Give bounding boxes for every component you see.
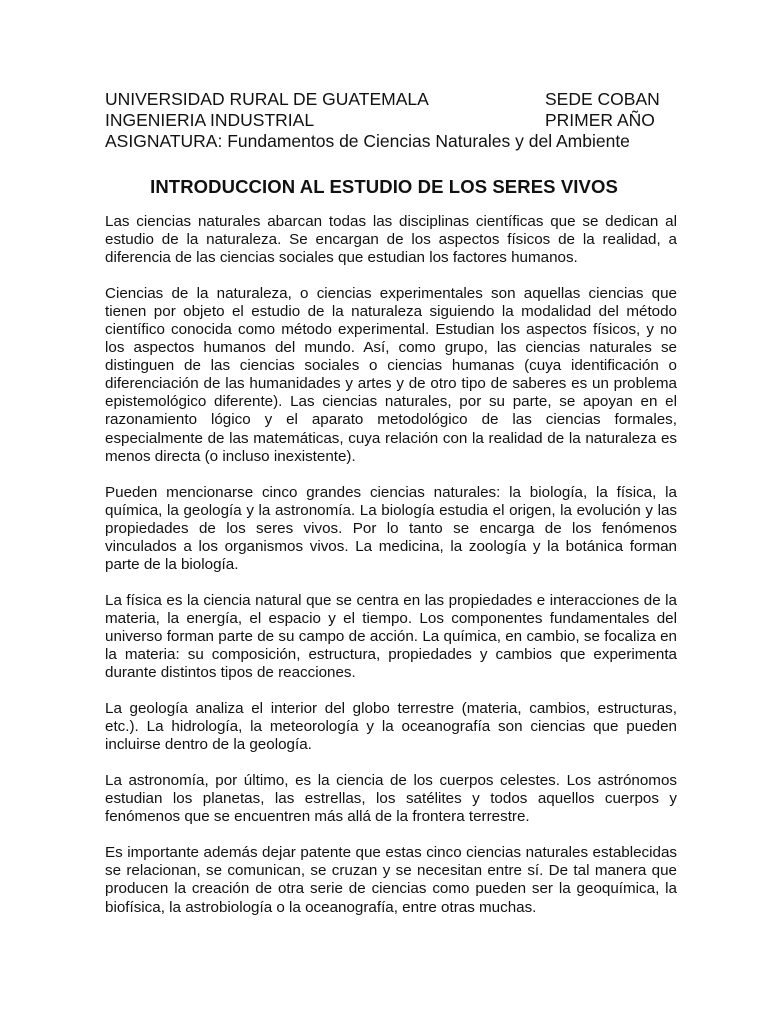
header-row-1 bbox=[105, 89, 665, 110]
university-name: UNIVERSIDAD RURAL DE GUATEMALA bbox=[105, 89, 429, 109]
paragraph-3: Pueden mencionarse cinco grandes ciencias naturales: la biología, la física, la química, la geología y la astronomía. La biología estudia el origen, la evolución y las propiedades de los seres vivos. Por lo tanto se encarga de los fenómenos vinculados a los organismos vivos. La medicina, la zoología y la botánica forman parte de la biología. bbox=[105, 483, 677, 573]
paragraph-2: Ciencias de la naturaleza, o ciencias experimentales son aquellas ciencias que tienen por objeto el estudio de la naturaleza siguiendo la modalidad del método científico conocida como método experimental. Estudian los aspectos físicos, y no los aspectos humanos del mundo. Así, como grupo, las ciencias naturales se distinguen de las ciencias sociales o ciencias humanas (cuya identificación o diferenciación de las humanidades y artes y de otro tipo de saberes es un problema epistemológico diferente). Las ciencias naturales, por su parte, se apoyan en el razonamiento lógico y el aparato metodológico de las ciencias formales, especialmente de las matemáticas, cuya relación con la realidad de la naturaleza es menos directa (o incluso inexistente). bbox=[105, 285, 677, 465]
subject-name: ASIGNATURA: Fundamentos de Ciencias Naturales y del Ambiente bbox=[105, 131, 630, 151]
paragraph-7: Es importante además dejar patente que estas cinco ciencias naturales establecidas se relacionan, se comunican, se cruzan y se necesitan entre sí. De tal manera que producen la creación de otra serie de ciencias como pueden ser la geoquímica, la biofísica, la astrobiología o la oceanografía, entre otras muchas. bbox=[105, 844, 677, 916]
paragraph-4: La física es la ciencia natural que se centra en las propiedades e interacciones de la materia, la energía, el espacio y el tiempo. Los componentes fundamentales del universo forman parte de su campo de acción. La química, en cambio, se focaliza en la materia: su composición, estructura, propiedades y cambios que experimenta durante distintos tipos de reacciones. bbox=[105, 591, 677, 682]
document-body bbox=[105, 213, 677, 935]
document-header bbox=[105, 89, 665, 152]
header-row-3 bbox=[105, 131, 665, 152]
paragraph-5: La geología analiza el interior del globo terrestre (materia, cambios, estructuras, etc.). La hidrología, la meteorología y la oceanografía son ciencias que pueden incluirse dentro de la geología. bbox=[105, 700, 677, 754]
header-row-2 bbox=[105, 110, 665, 131]
academic-year: PRIMER AÑO bbox=[545, 110, 655, 130]
document-title: INTRODUCCION AL ESTUDIO DE LOS SERES VIVOS bbox=[150, 176, 618, 197]
paragraph-6: La astronomía, por último, es la ciencia de los cuerpos celestes. Los astrónomos estudian los planetas, las estrellas, los satélites y todos aquellos cuerpos y fenómenos que se encuentren más allá de la frontera terrestre. bbox=[105, 772, 677, 826]
paragraph-1: Las ciencias naturales abarcan todas las disciplinas científicas que se dedican al estudio de la naturaleza. Se encargan de los aspectos físicos de la realidad, a diferencia de las ciencias sociales que estudian los factores humanos. bbox=[105, 213, 677, 267]
program-name: INGENIERIA INDUSTRIAL bbox=[105, 110, 315, 130]
campus-name: SEDE COBAN bbox=[545, 89, 660, 109]
